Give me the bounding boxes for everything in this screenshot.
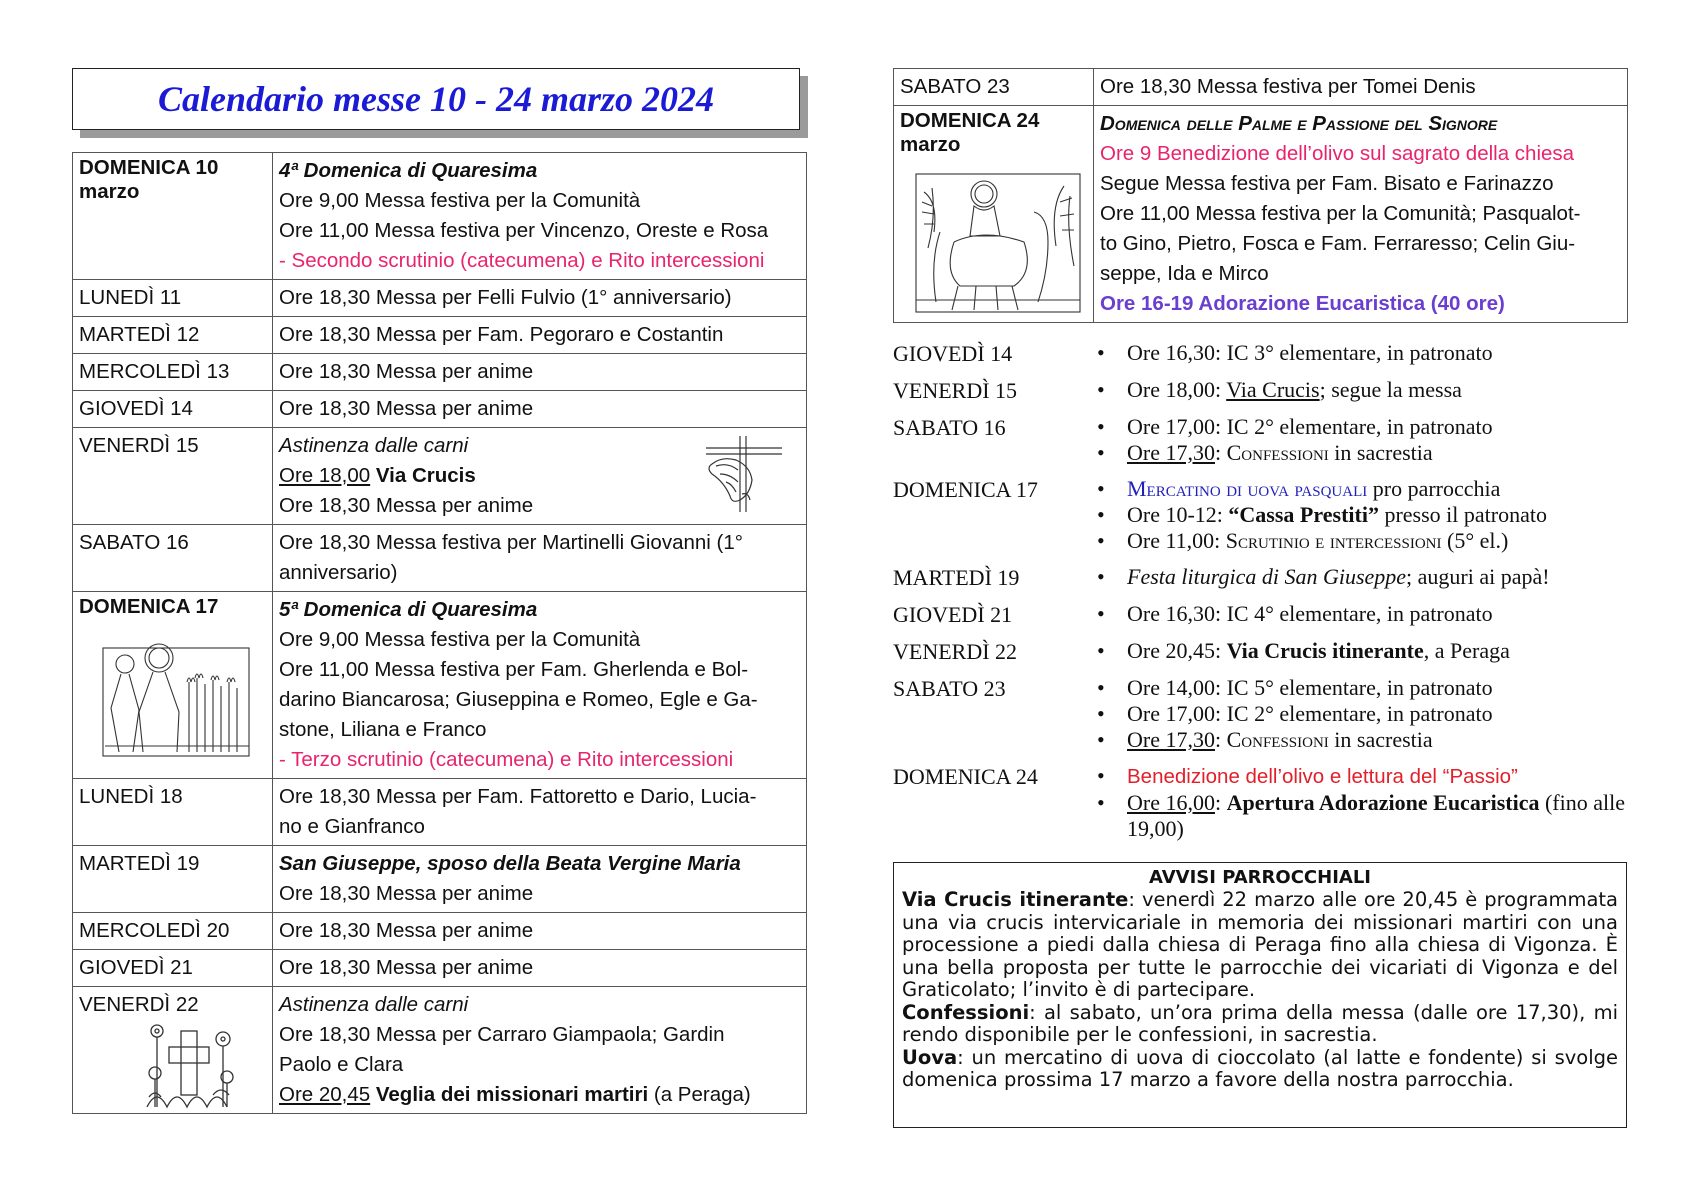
page-title: Calendario messe 10 - 24 marzo 2024 xyxy=(157,79,714,119)
list-item xyxy=(1093,377,1633,403)
schedule-row xyxy=(893,476,1633,554)
bullet-icon: • xyxy=(1097,564,1105,589)
table-row xyxy=(73,317,807,354)
item-text: Confessioni xyxy=(1226,440,1329,465)
item-text: Via Crucis itinerante xyxy=(1226,638,1424,663)
schedule-day: DOMENICA 24 xyxy=(893,764,1038,789)
event-line: Ore 18,30 Messa per Fam. Pegoraro e Costantin xyxy=(279,323,724,346)
list-item xyxy=(1093,528,1633,554)
day-label: SABATO 16 xyxy=(79,531,189,554)
table-row xyxy=(73,354,807,391)
item-text: “Cassa Prestiti” xyxy=(1228,502,1379,527)
event-line: Ore 18,30 Messa per anime xyxy=(279,360,534,383)
notice-text: : un mercatino di uova di cioccolato (al latte e fondente) si svolge domenica prossima 17 marzo a favore della nostra parrocchia. xyxy=(902,1045,1618,1091)
palm-sunday-illustration xyxy=(914,172,1082,323)
list-item xyxy=(1093,502,1633,528)
events-cell xyxy=(273,779,807,846)
notice-label: Confessioni xyxy=(902,1000,1030,1024)
day-cell xyxy=(73,153,273,280)
event-time: Ore 18,00 xyxy=(279,464,371,487)
event-line: to Gino, Pietro, Fosca e Fam. Ferraresso; Celin Giu- xyxy=(1100,232,1576,255)
event-line: Astinenza dalle carni xyxy=(279,993,469,1016)
schedule-row xyxy=(893,414,1633,466)
item-text: , a Peraga xyxy=(1423,638,1510,663)
event-line: San Giuseppe, sposo della Beata Vergine Maria xyxy=(279,852,741,875)
event-line: stone, Liliana e Franco xyxy=(279,718,487,741)
table-row xyxy=(894,69,1628,106)
item-text: Ore 17,30 xyxy=(1127,727,1215,752)
event-line: Domenica delle Palme e Passione del Signore xyxy=(1100,112,1498,135)
table-row xyxy=(73,280,807,317)
event-line: no e Gianfranco xyxy=(279,815,425,838)
events-cell xyxy=(273,987,807,1114)
events-cell xyxy=(273,592,807,779)
list-item xyxy=(1093,440,1633,466)
list-item xyxy=(1093,727,1633,753)
day-label: MERCOLEDÌ 20 xyxy=(79,919,230,942)
day-label: MARTEDÌ 19 xyxy=(79,852,200,875)
item-text: Ore 16,00 xyxy=(1127,790,1215,815)
item-text: Ore 17,00: IC 2° elementare, in patronato xyxy=(1127,701,1493,726)
item-text: Apertura Adorazione Eucaristica xyxy=(1226,790,1540,815)
event-line: Ore 9 Benedizione dell’olivo sul sagrato della chiesa xyxy=(1100,142,1575,165)
day-cell xyxy=(73,987,273,1114)
event-line: Ore 18,30 Messa festiva per Martinelli Giovanni (1° xyxy=(279,531,743,554)
notice-paragraph xyxy=(902,1047,1618,1092)
event-line xyxy=(279,1080,800,1110)
day-cell xyxy=(73,950,273,987)
event-line: darino Biancarosa; Giuseppina e Romeo, Egle e Ga- xyxy=(279,688,758,711)
schedule-items xyxy=(1093,675,1633,753)
list-item xyxy=(1093,763,1633,790)
day-cell xyxy=(73,913,273,950)
item-text: Ore 16,30: IC 4° elementare, in patronato xyxy=(1127,601,1493,626)
item-text: Benedizione dell’olivo e lettura del “Passio” xyxy=(1127,765,1518,788)
event-line: Ore 18,30 Messa per anime xyxy=(279,956,534,979)
schedule-day: MARTEDÌ 19 xyxy=(893,565,1020,590)
table-row xyxy=(894,106,1628,323)
event-line: Ore 16-19 Adorazione Eucaristica (40 ore) xyxy=(1100,292,1505,315)
events-cell xyxy=(1094,106,1628,323)
day-label: GIOVEDÌ 21 xyxy=(79,956,193,979)
event-line: 4ª Domenica di Quaresima xyxy=(279,159,538,182)
events-cell xyxy=(273,913,807,950)
table-row xyxy=(73,846,807,913)
schedule-day: GIOVEDÌ 21 xyxy=(893,602,1013,627)
item-text: : xyxy=(1214,727,1227,752)
item-text: Ore 14,00: IC 5° elementare, in patronato xyxy=(1127,675,1493,700)
event-note: (a Peraga) xyxy=(648,1083,751,1106)
bullet-icon: • xyxy=(1097,377,1105,402)
day-label: LUNEDÌ 18 xyxy=(79,785,183,808)
item-text: Ore 11,00: xyxy=(1127,528,1226,553)
weekly-schedule xyxy=(893,340,1633,842)
schedule-day: SABATO 16 xyxy=(893,415,1006,440)
bullet-icon: • xyxy=(1097,414,1105,439)
schedule-items xyxy=(1093,414,1633,466)
table-row xyxy=(73,779,807,846)
bullet-icon: • xyxy=(1097,502,1105,527)
event-line: Ore 9,00 Messa festiva per la Comunità xyxy=(279,189,641,212)
day-cell xyxy=(73,846,273,913)
list-item xyxy=(1093,476,1633,502)
schedule-row xyxy=(893,763,1633,842)
events-cell xyxy=(273,525,807,592)
item-text: Mercatino di uova pasquali xyxy=(1127,476,1368,501)
month-label: marzo xyxy=(900,133,961,156)
event-title: Veglia dei missionari martiri xyxy=(370,1083,649,1106)
item-text: in sacrestia xyxy=(1328,440,1433,465)
list-item xyxy=(1093,701,1633,727)
day-cell xyxy=(73,391,273,428)
day-cell xyxy=(73,428,273,525)
item-text: Ore 10-12: xyxy=(1127,502,1229,527)
item-text: Via Crucis xyxy=(1226,377,1320,402)
event-line: Ore 18,30 Messa per Fam. Fattoretto e Dario, Lucia- xyxy=(279,785,757,808)
list-item xyxy=(1093,414,1633,440)
event-line: Ore 9,00 Messa festiva per la Comunità xyxy=(279,628,641,651)
day-label: VENERDÌ 22 xyxy=(79,993,199,1016)
schedule-day: GIOVEDÌ 14 xyxy=(893,341,1013,366)
bullet-icon: • xyxy=(1097,727,1105,752)
day-label: GIOVEDÌ 14 xyxy=(79,397,193,420)
item-text: ; auguri ai papà! xyxy=(1406,564,1550,589)
event-line: Ore 18,30 Messa per anime xyxy=(279,397,534,420)
item-text: : xyxy=(1214,440,1227,465)
bullet-icon: • xyxy=(1097,763,1105,788)
item-text: Confessioni xyxy=(1226,727,1329,752)
item-text: Ore 17,30 xyxy=(1127,440,1215,465)
day-cell xyxy=(894,106,1094,323)
list-item xyxy=(1093,340,1633,366)
schedule-items xyxy=(1093,638,1633,665)
table-row xyxy=(73,391,807,428)
item-text: Ore 17,00: IC 2° elementare, in patronato xyxy=(1127,414,1493,439)
event-line: Astinenza dalle carni xyxy=(279,434,469,457)
day-label: SABATO 23 xyxy=(900,75,1010,98)
event-line: Ore 18,30 Messa per anime xyxy=(279,882,534,905)
table-row xyxy=(73,592,807,779)
table-row xyxy=(73,950,807,987)
item-text: Ore 18,00: xyxy=(1127,377,1227,402)
events-cell xyxy=(273,317,807,354)
schedule-items xyxy=(1093,476,1633,554)
schedule-items xyxy=(1093,763,1633,842)
list-item xyxy=(1093,675,1633,701)
notices-title: AVVISI PARROCCHIALI xyxy=(1149,867,1371,888)
event-time: Ore 20,45 xyxy=(279,1083,371,1106)
day-cell xyxy=(73,280,273,317)
bullet-icon: • xyxy=(1097,790,1105,815)
title-box xyxy=(72,68,800,130)
day-label: DOMENICA 24 xyxy=(900,109,1040,132)
schedule-row xyxy=(893,564,1633,591)
table-row xyxy=(73,525,807,592)
event-line: Ore 18,30 Messa per anime xyxy=(279,919,534,942)
schedule-items xyxy=(1093,340,1633,367)
table-row xyxy=(73,913,807,950)
bullet-icon: • xyxy=(1097,701,1105,726)
notice-label: Via Crucis itinerante xyxy=(902,888,1129,911)
event-line: - Terzo scrutinio (catecumena) e Rito intercessioni xyxy=(279,748,734,771)
events-cell xyxy=(273,280,807,317)
item-text: (5° el.) xyxy=(1441,528,1509,553)
list-item xyxy=(1093,601,1633,627)
schedule-day: SABATO 23 xyxy=(893,676,1006,701)
day-cell xyxy=(73,592,273,779)
event-line: Ore 11,00 Messa festiva per Vincenzo, Oreste e Rosa xyxy=(279,219,769,242)
day-label: VENERDÌ 15 xyxy=(79,434,199,457)
schedule-row xyxy=(893,377,1633,404)
notice-paragraph xyxy=(902,1002,1618,1047)
notice-text: : al sabato, un’ora prima della messa (dalle ore 17,30), mi rendo disponibile per le confessioni, in sacrestia. xyxy=(902,1000,1618,1046)
schedule-items xyxy=(1093,377,1633,404)
list-item xyxy=(1093,638,1633,664)
cross-flowers-illustration xyxy=(143,1017,239,1120)
bullet-icon: • xyxy=(1097,340,1105,365)
crucifix-illustration xyxy=(702,434,788,523)
table-row xyxy=(73,153,807,280)
mass-calendar-table xyxy=(72,152,807,1114)
bullet-icon: • xyxy=(1097,440,1105,465)
event-line: 5ª Domenica di Quaresima xyxy=(279,598,538,621)
schedule-items xyxy=(1093,601,1633,628)
event-line: Ore 18,30 Messa per Felli Fulvio (1° anniversario) xyxy=(279,286,732,309)
item-text: in sacrestia xyxy=(1328,727,1433,752)
event-line: Ore 18,30 Messa per Carraro Giampaola; Gardin xyxy=(279,1023,725,1046)
day-cell xyxy=(894,69,1094,106)
item-text: : xyxy=(1214,790,1227,815)
event-line: Ore 18,30 Messa per anime xyxy=(279,494,534,517)
day-label: MARTEDÌ 12 xyxy=(79,323,200,346)
item-text: presso il patronato xyxy=(1378,502,1547,527)
item-text: Scrutinio e intercessioni xyxy=(1225,528,1442,553)
bullet-icon: • xyxy=(1097,528,1105,553)
parish-notices-box xyxy=(893,862,1627,1128)
day-label: DOMENICA 17 xyxy=(79,595,219,618)
schedule-day: DOMENICA 17 xyxy=(893,477,1038,502)
list-item xyxy=(1093,564,1633,590)
schedule-row xyxy=(893,675,1633,753)
events-cell xyxy=(273,153,807,280)
table-row xyxy=(73,987,807,1114)
event-line: Ore 18,30 Messa festiva per Tomei Denis xyxy=(1100,75,1476,98)
schedule-row xyxy=(893,638,1633,665)
day-label: LUNEDÌ 11 xyxy=(79,286,182,309)
list-item xyxy=(1093,790,1633,842)
event-line: Ore 11,00 Messa festiva per la Comunità; Pasqualot- xyxy=(1100,202,1581,225)
item-text: pro parrocchia xyxy=(1367,476,1501,501)
bullet-icon: • xyxy=(1097,601,1105,626)
table-row xyxy=(73,428,807,525)
events-cell xyxy=(273,846,807,913)
day-label: DOMENICA 10 xyxy=(79,156,219,179)
month-label: marzo xyxy=(79,180,140,203)
day-cell xyxy=(73,354,273,391)
bullet-icon: • xyxy=(1097,476,1105,501)
event-line: - Secondo scrutinio (catecumena) e Rito intercessioni xyxy=(279,249,765,272)
schedule-items xyxy=(1093,564,1633,591)
event-title: Via Crucis xyxy=(370,464,476,487)
schedule-day: VENERDÌ 15 xyxy=(893,378,1018,403)
events-cell xyxy=(273,950,807,987)
wheat-field-illustration xyxy=(101,642,251,767)
day-cell xyxy=(73,779,273,846)
event-line: Segue Messa festiva per Fam. Bisato e Farinazzo xyxy=(1100,172,1554,195)
schedule-day: VENERDÌ 22 xyxy=(893,639,1018,664)
event-line: anniversario) xyxy=(279,561,398,584)
bullet-icon: • xyxy=(1097,675,1105,700)
schedule-row xyxy=(893,340,1633,367)
item-text: (fino alle 19,00) xyxy=(1127,790,1625,841)
day-label: MERCOLEDÌ 13 xyxy=(79,360,230,383)
mass-calendar-table-continued xyxy=(893,68,1628,323)
event-line: seppe, Ida e Mirco xyxy=(1100,262,1269,285)
day-cell xyxy=(73,317,273,354)
event-line: Ore 11,00 Messa festiva per Fam. Gherlenda e Bol- xyxy=(279,658,749,681)
notice-paragraph xyxy=(902,889,1618,1002)
events-cell xyxy=(273,391,807,428)
item-text: Ore 16,30: IC 3° elementare, in patronato xyxy=(1127,340,1493,365)
events-cell xyxy=(273,354,807,391)
item-text: Ore 20,45: xyxy=(1127,638,1227,663)
schedule-row xyxy=(893,601,1633,628)
events-cell xyxy=(1094,69,1628,106)
bullet-icon: • xyxy=(1097,638,1105,663)
events-cell xyxy=(273,428,807,525)
event-line: Paolo e Clara xyxy=(279,1053,404,1076)
notice-text: : venerdì 22 marzo alle ore 20,45 è programmata una via crucis intervicariale in memoria dei missionari martiri con una processione a piedi dalla chiesa di Peraga fino alla chiesa di Vigonza. È una bella proposta per tutte le parrocchie dei vicariati di Vigonza e del Graticolato; l’invito è di partecipare. xyxy=(902,888,1618,1001)
day-cell xyxy=(73,525,273,592)
notice-label: Uova xyxy=(902,1045,958,1069)
title-frame xyxy=(72,68,808,130)
item-text: ; segue la messa xyxy=(1319,377,1462,402)
item-text: Festa liturgica di San Giuseppe xyxy=(1127,564,1407,589)
